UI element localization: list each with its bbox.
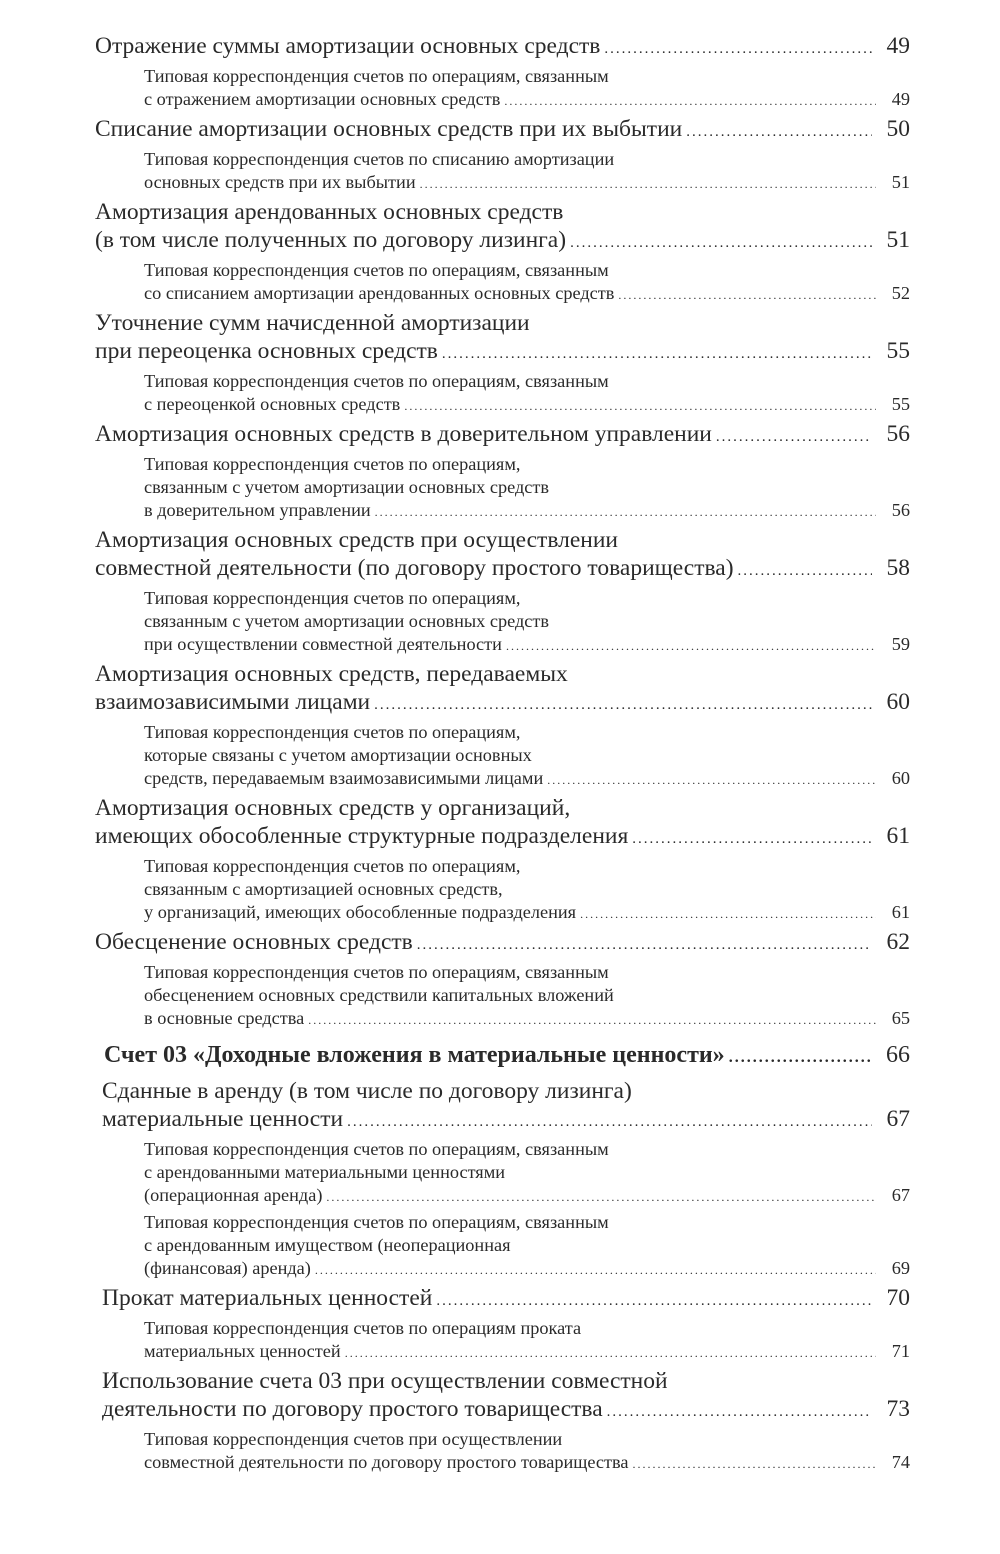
toc-entry-line xyxy=(144,1234,910,1257)
toc-entry-line xyxy=(92,928,910,959)
toc-entry-text: Использование счета 03 при осуществлении совместной xyxy=(102,1368,668,1394)
toc-entry-line xyxy=(144,587,910,610)
toc-entry-text: Типовая корреспонденция счетов по операциям, связанным xyxy=(144,1212,609,1232)
dot-leader xyxy=(374,691,872,719)
toc-entry-text: обесценением основных средствили капитальных вложений xyxy=(144,985,614,1005)
dot-leader xyxy=(686,118,872,146)
toc-subentry[interactable] xyxy=(144,961,910,1032)
toc-entry-text: в основные средства xyxy=(144,1008,305,1028)
toc-entry-line xyxy=(144,721,910,744)
toc-entry-text: Типовая корреспонденция счетов по операциям, xyxy=(144,856,521,876)
toc-entry[interactable] xyxy=(92,198,910,257)
page-number: 49 xyxy=(891,89,910,109)
dot-leader xyxy=(738,557,872,585)
dot-leader xyxy=(417,931,872,959)
toc-entry-line xyxy=(144,1138,910,1161)
toc-entry-text: при переоценка основных средств xyxy=(95,338,438,364)
toc-entry-text: с отражением амортизации основных средств xyxy=(144,89,501,109)
dot-leader xyxy=(436,1287,872,1315)
dot-leader xyxy=(404,395,876,418)
toc-entry-text: связанным с учетом амортизации основных средств xyxy=(144,611,550,631)
toc-entry-line xyxy=(144,1451,910,1476)
page-number: 56 xyxy=(891,500,910,520)
toc-entry-line xyxy=(92,309,910,337)
page-number: 61 xyxy=(886,823,910,849)
toc-entry-line xyxy=(144,499,910,524)
toc-entry-text: Прокат материальных ценностей xyxy=(102,1285,433,1311)
toc-entry[interactable] xyxy=(92,1367,910,1426)
toc-section-heading[interactable] xyxy=(92,1040,910,1073)
dot-leader xyxy=(315,1259,876,1282)
toc-entry-text: Типовая корреспонденция счетов по операциям, связанным xyxy=(144,260,609,280)
toc-entry[interactable] xyxy=(92,115,910,146)
toc-entry-line xyxy=(92,822,910,853)
toc-entry-text: (в том числе полученных по договору лизинга) xyxy=(95,227,567,253)
toc-entry-text: Амортизация основных средств в доверительном управлении xyxy=(95,421,712,447)
toc-entry-text: в доверительном управлении xyxy=(144,500,371,520)
toc-subentry[interactable] xyxy=(144,148,910,196)
page-number: 67 xyxy=(891,1185,910,1205)
dot-leader xyxy=(604,35,872,63)
toc-entry-line xyxy=(92,1040,910,1073)
dot-leader xyxy=(326,1186,876,1209)
toc-entry-text: Амортизация арендованных основных средств xyxy=(95,199,564,225)
dot-leader xyxy=(580,903,876,926)
toc-entry-text: Счет 03 «Доходные вложения в материальные ценности» xyxy=(104,1042,725,1068)
toc-entry[interactable] xyxy=(92,526,910,585)
dot-leader xyxy=(633,1453,876,1476)
toc-entry-text: при осуществлении совместной деятельности xyxy=(144,634,502,654)
toc-entry-text: деятельности по договору простого товарищества xyxy=(102,1396,603,1422)
page-number: 61 xyxy=(891,902,910,922)
dot-leader xyxy=(570,229,872,257)
page-number: 55 xyxy=(891,394,910,414)
toc-entry[interactable] xyxy=(92,660,910,719)
toc-entry-line xyxy=(144,855,910,878)
toc-entry[interactable] xyxy=(92,309,910,368)
toc-entry-text: Уточнение сумм начисденной амортизации xyxy=(95,310,530,336)
toc-entry-text: материальные ценности xyxy=(102,1106,344,1132)
toc-entry-line xyxy=(92,32,910,63)
toc-entry-text: (операционная аренда) xyxy=(144,1185,323,1205)
toc-entry-text: имеющих обособленные структурные подразделения xyxy=(95,823,629,849)
toc-entry-text: у организаций, имеющих обособленные подразделения xyxy=(144,902,577,922)
toc-entry-text: Типовая корреспонденция счетов по операциям, xyxy=(144,454,521,474)
toc-entry-text: связанным с амортизацией основных средств, xyxy=(144,879,503,899)
page-number: 60 xyxy=(886,689,910,715)
dot-leader xyxy=(375,501,876,524)
toc-entry-line xyxy=(92,198,910,226)
page-number: 56 xyxy=(886,421,910,447)
toc-entry-text: Типовая корреспонденция счетов по операциям, связанным xyxy=(144,962,609,982)
toc-subentry[interactable] xyxy=(144,453,910,524)
dot-leader xyxy=(442,340,872,368)
dot-leader xyxy=(618,284,876,307)
toc-entry-line xyxy=(144,984,910,1007)
toc-entry-text: Обесценение основных средств xyxy=(95,929,413,955)
toc-entry-line xyxy=(92,794,910,822)
page-number: 58 xyxy=(886,555,910,581)
toc-entry-line xyxy=(144,282,910,307)
toc-subentry[interactable] xyxy=(144,259,910,307)
toc-subentry[interactable] xyxy=(144,1317,910,1365)
toc-entry-line xyxy=(144,610,910,633)
toc-entry[interactable] xyxy=(92,1284,910,1315)
page-number: 65 xyxy=(891,1008,910,1028)
dot-leader xyxy=(729,1043,872,1073)
toc-entry-text: средств, передаваемым взаимозависимыми лицами xyxy=(144,768,544,788)
page-number: 50 xyxy=(886,116,910,142)
toc-entry-text: с арендованными материальными ценностями xyxy=(144,1162,506,1182)
toc-subentry[interactable] xyxy=(144,65,910,113)
toc-entry-line xyxy=(92,420,910,451)
toc-entry-line xyxy=(92,337,910,368)
dot-leader xyxy=(607,1398,872,1426)
toc-entry-line xyxy=(144,259,910,282)
toc-entry-line xyxy=(92,1367,910,1395)
toc-entry-text: Амортизация основных средств, передаваемых xyxy=(95,661,568,687)
page-number: 66 xyxy=(886,1042,910,1068)
page-number: 51 xyxy=(886,227,910,253)
toc-entry-line xyxy=(144,1257,910,1282)
toc-entry-line xyxy=(144,744,910,767)
toc-subentry[interactable] xyxy=(144,587,910,658)
toc-entry-line xyxy=(144,1340,910,1365)
toc-entry-text: основных средств при их выбытии xyxy=(144,172,416,192)
toc-entry-text: Типовая корреспонденция счетов по операциям, связанным xyxy=(144,371,609,391)
toc-entry-line xyxy=(92,1395,910,1426)
toc-entry-line xyxy=(92,526,910,554)
toc-entry-line xyxy=(144,961,910,984)
dot-leader xyxy=(547,769,876,792)
toc-subentry[interactable] xyxy=(144,721,910,792)
dot-leader xyxy=(504,90,876,113)
toc-entry-text: связанным с учетом амортизации основных средств xyxy=(144,477,550,497)
dot-leader xyxy=(345,1342,876,1365)
toc-entry-line xyxy=(144,1211,910,1234)
toc-entry-text: с арендованным имуществом (неоперационная xyxy=(144,1235,511,1255)
toc-entry-line xyxy=(92,1284,910,1315)
page-number: 74 xyxy=(891,1452,910,1472)
page-number: 62 xyxy=(886,929,910,955)
toc-entry-line xyxy=(144,171,910,196)
dot-leader xyxy=(420,173,876,196)
page-number: 49 xyxy=(886,33,910,59)
page-number: 67 xyxy=(886,1106,910,1132)
toc-subentry[interactable] xyxy=(144,1428,910,1476)
toc-entry-line xyxy=(144,1428,910,1451)
toc-entry-text: взаимозависимыми лицами xyxy=(95,689,371,715)
toc-entry[interactable] xyxy=(92,420,910,451)
toc-entry-line xyxy=(144,148,910,171)
toc-entry-line xyxy=(92,1077,910,1105)
toc-entry-text: Типовая корреспонденция счетов по операциям проката xyxy=(144,1318,582,1338)
toc-entry-text: со списанием амортизации арендованных основных средств xyxy=(144,283,615,303)
toc-entry-line xyxy=(144,878,910,901)
toc-entry-line xyxy=(144,767,910,792)
toc-entry-text: Типовая корреспонденция счетов по операциям, связанным xyxy=(144,1139,609,1159)
page-number: 73 xyxy=(886,1396,910,1422)
dot-leader xyxy=(347,1108,872,1136)
toc-entry-line xyxy=(144,65,910,88)
toc-subentry[interactable] xyxy=(144,855,910,926)
page-number: 52 xyxy=(891,283,910,303)
toc-entry-line xyxy=(92,115,910,146)
toc-entry-line xyxy=(144,476,910,499)
toc-entry-text: Сданные в аренду (в том числе по договору лизинга) xyxy=(102,1078,632,1104)
toc-entry-line xyxy=(92,1105,910,1136)
page-number: 59 xyxy=(891,634,910,654)
toc-entry-text: Амортизация основных средств при осуществлении xyxy=(95,527,619,553)
toc-entry[interactable] xyxy=(92,32,910,63)
toc-entry-text: Типовая корреспонденция счетов по списанию амортизации xyxy=(144,149,615,169)
toc-entry-line xyxy=(144,393,910,418)
toc-entry-line xyxy=(144,901,910,926)
dot-leader xyxy=(308,1009,876,1032)
toc-entry-line xyxy=(144,370,910,393)
toc-entry-line xyxy=(144,1317,910,1340)
toc-entry[interactable] xyxy=(92,1077,910,1136)
toc-entry-text: Типовая корреспонденция счетов при осуществлении xyxy=(144,1429,563,1449)
toc-entry-line xyxy=(92,688,910,719)
toc-entry-text: совместной деятельности по договору простого товарищества xyxy=(144,1452,629,1472)
toc-entry-line xyxy=(144,88,910,113)
toc-entry-line xyxy=(144,1007,910,1032)
toc-entry-line xyxy=(92,226,910,257)
toc-entry-text: (финансовая) аренда) xyxy=(144,1258,311,1278)
dot-leader xyxy=(716,423,872,451)
dot-leader xyxy=(632,825,872,853)
page-number: 71 xyxy=(891,1341,910,1361)
toc-entry-line xyxy=(144,1184,910,1209)
toc-entry-text: с переоценкой основных средств xyxy=(144,394,401,414)
toc-entry[interactable] xyxy=(92,928,910,959)
page-number: 70 xyxy=(886,1285,910,1311)
toc-subentry[interactable] xyxy=(144,1211,910,1282)
dot-leader xyxy=(506,635,876,658)
toc-entry-line xyxy=(144,633,910,658)
toc-entry-line xyxy=(144,1161,910,1184)
toc-entry-text: Типовая корреспонденция счетов по операциям, связанным xyxy=(144,66,609,86)
toc-entry-text: материальных ценностей xyxy=(144,1341,341,1361)
toc-entry-line xyxy=(92,660,910,688)
toc-entry-line xyxy=(144,453,910,476)
page-number: 60 xyxy=(891,768,910,788)
table-of-contents xyxy=(92,30,910,1476)
page-number: 51 xyxy=(891,172,910,192)
toc-entry-text: которые связаны с учетом амортизации основных xyxy=(144,745,532,765)
toc-entry-text: Типовая корреспонденция счетов по операциям, xyxy=(144,588,521,608)
toc-entry-text: Отражение суммы амортизации основных средств xyxy=(95,33,601,59)
toc-entry[interactable] xyxy=(92,794,910,853)
toc-entry-text: Типовая корреспонденция счетов по операциям, xyxy=(144,722,521,742)
toc-subentry[interactable] xyxy=(144,1138,910,1209)
toc-subentry[interactable] xyxy=(144,370,910,418)
page-number: 69 xyxy=(891,1258,910,1278)
page-number: 55 xyxy=(886,338,910,364)
toc-entry-text: Списание амортизации основных средств при их выбытии xyxy=(95,116,683,142)
toc-entry-text: Амортизация основных средств у организаций, xyxy=(95,795,571,821)
toc-entry-line xyxy=(92,554,910,585)
toc-entry-text: совместной деятельности (по договору простого товарищества) xyxy=(95,555,734,581)
